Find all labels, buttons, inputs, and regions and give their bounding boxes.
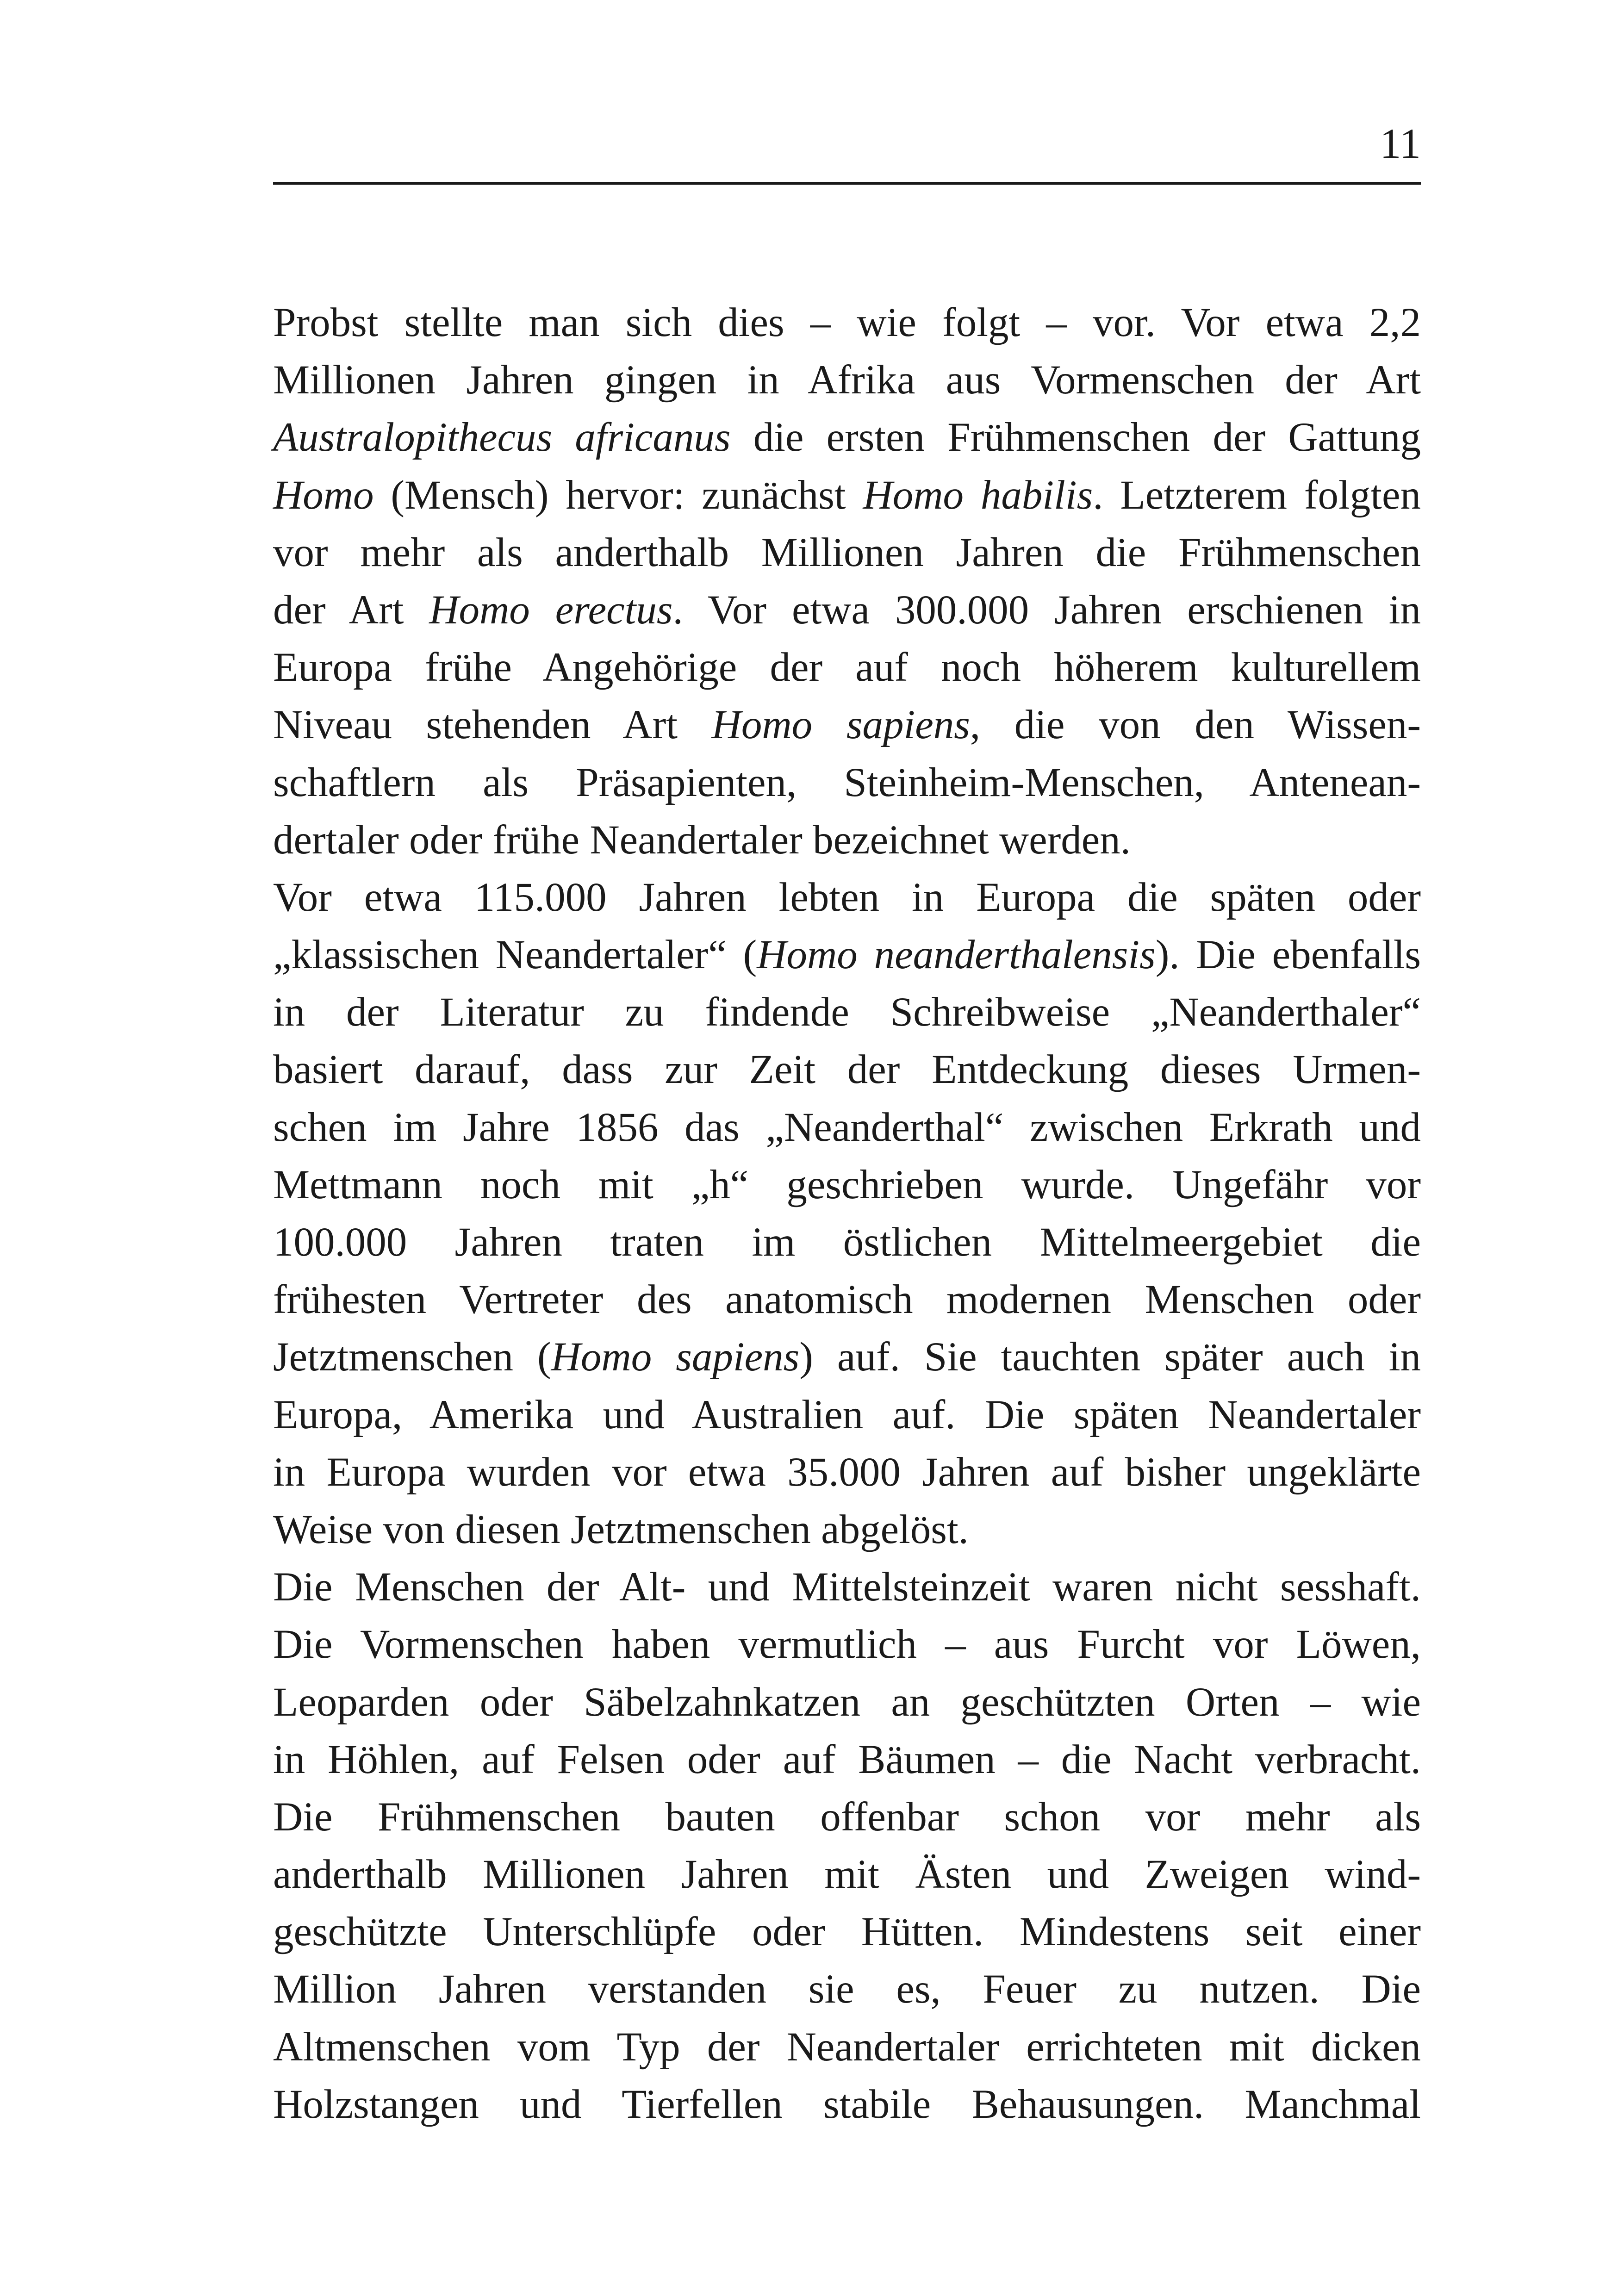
text-line <box>273 1328 1421 1386</box>
header-rule <box>273 182 1421 185</box>
italic-term: Homo sapiens <box>711 702 970 748</box>
text-segment: Leoparden oder Säbelzahnkatzen an geschützten Orten – wie <box>273 1679 1421 1725</box>
text-line <box>273 1731 1421 1788</box>
text-segment: ). Die ebenfalls <box>1155 932 1421 978</box>
text-line <box>273 811 1421 869</box>
text-segment: Die Vormenschen haben vermutlich – aus Furcht vor Löwen, <box>273 1622 1421 1668</box>
text-segment: in Europa wurden vor etwa 35.000 Jahren auf bisher ungeklärte <box>273 1449 1421 1495</box>
italic-term: Homo habilis <box>863 472 1093 518</box>
text-line <box>273 1960 1421 2018</box>
text-segment: Europa frühe Angehörige der auf noch höherem kulturellem <box>273 645 1421 691</box>
text-line <box>273 351 1421 409</box>
text-segment: anderthalb Millionen Jahren mit Ästen und Zweigen wind- <box>273 1852 1421 1898</box>
text-line <box>273 524 1421 581</box>
text-line <box>273 1674 1421 1731</box>
italic-term: Australopithecus africanus <box>273 415 731 460</box>
text-line <box>273 1156 1421 1213</box>
text-segment: . Letzterem folgten <box>1093 472 1421 518</box>
text-line <box>273 1903 1421 1960</box>
text-segment: , die von den Wissen- <box>970 702 1421 748</box>
text-line <box>273 1846 1421 1903</box>
text-segment: Europa, Amerika und Australien auf. Die späten Neandertaler <box>273 1392 1421 1437</box>
text-segment: Niveau stehenden Art <box>273 702 712 748</box>
text-segment: Die Menschen der Alt- und Mittelsteinzeit waren nicht sesshaft. <box>273 1564 1421 1610</box>
italic-term: Homo sapiens <box>551 1334 800 1380</box>
italic-term: Homo erectus <box>429 587 673 633</box>
text-line <box>273 983 1421 1041</box>
text-line <box>273 1386 1421 1444</box>
text-line <box>273 294 1421 351</box>
text-line <box>273 1501 1421 1558</box>
text-line <box>273 1616 1421 1673</box>
text-line <box>273 2076 1421 2133</box>
text-segment: basiert darauf, dass zur Zeit der Entdeckung dieses Urmen- <box>273 1047 1421 1093</box>
body-text <box>273 294 1421 2133</box>
text-segment: Holzstangen und Tierfellen stabile Behausungen. Manchmal <box>273 2081 1421 2127</box>
italic-term: Homo neanderthalensis <box>757 932 1156 978</box>
text-line <box>273 639 1421 696</box>
text-segment: in Höhlen, auf Felsen oder auf Bäumen – die Nacht verbracht. <box>273 1736 1421 1782</box>
text-segment: dertaler oder frühe Neandertaler bezeichnet werden. <box>273 817 1131 863</box>
text-line <box>273 869 1421 926</box>
italic-term: Homo <box>273 472 374 518</box>
text-segment: der Art <box>273 587 429 633</box>
text-line <box>273 1099 1421 1156</box>
text-segment: (Mensch) hervor: zunächst <box>373 472 863 518</box>
text-line <box>273 409 1421 466</box>
text-segment: . Vor etwa 300.000 Jahren erschienen in <box>672 587 1421 633</box>
text-segment: Jetztmenschen ( <box>273 1334 551 1380</box>
text-segment: frühesten Vertreter des anatomisch modernen Menschen oder <box>273 1277 1421 1323</box>
text-line <box>273 926 1421 983</box>
text-segment: Weise von diesen Jetztmenschen abgelöst. <box>273 1506 969 1552</box>
text-line <box>273 2018 1421 2076</box>
text-line <box>273 581 1421 639</box>
text-segment: Altmenschen vom Typ der Neandertaler errichteten mit dicken <box>273 2024 1421 2070</box>
text-line <box>273 1041 1421 1098</box>
text-segment: schen im Jahre 1856 das „Neanderthal“ zwischen Erkrath und <box>273 1104 1421 1150</box>
text-line <box>273 1444 1421 1501</box>
text-segment: Million Jahren verstanden sie es, Feuer zu nutzen. Die <box>273 1966 1421 2012</box>
text-line <box>273 467 1421 524</box>
text-segment: „klassischen Neandertaler“ ( <box>273 932 757 978</box>
text-segment: Probst stellte man sich dies – wie folgt – vor. Vor etwa 2,2 <box>273 300 1421 345</box>
text-segment: Vor etwa 115.000 Jahren lebten in Europa die späten oder <box>273 874 1421 920</box>
text-segment: Millionen Jahren gingen in Afrika aus Vormenschen der Art <box>273 357 1421 403</box>
text-segment: Die Frühmenschen bauten offenbar schon vor mehr als <box>273 1794 1421 1840</box>
page-number: 11 <box>1380 120 1421 167</box>
text-segment: vor mehr als anderthalb Millionen Jahren die Frühmenschen <box>273 529 1421 575</box>
text-line <box>273 1558 1421 1616</box>
text-segment: ) auf. Sie tauchten später auch in <box>799 1334 1421 1380</box>
text-line <box>273 696 1421 753</box>
text-segment: geschützte Unterschlüpfe oder Hütten. Mindestens seit einer <box>273 1909 1421 1955</box>
text-line <box>273 1213 1421 1271</box>
text-segment: schaftlern als Präsapienten, Steinheim-Menschen, Antenean- <box>273 759 1421 805</box>
text-line <box>273 1788 1421 1846</box>
text-segment: 100.000 Jahren traten im östlichen Mittelmeergebiet die <box>273 1220 1421 1265</box>
text-segment: Mettmann noch mit „h“ geschrieben wurde. Ungefähr vor <box>273 1162 1421 1207</box>
text-line <box>273 754 1421 811</box>
text-segment: in der Literatur zu findende Schreibweise „Neanderthaler“ <box>273 989 1421 1035</box>
text-line <box>273 1271 1421 1328</box>
text-segment: die ersten Frühmenschen der Gattung <box>730 415 1421 460</box>
